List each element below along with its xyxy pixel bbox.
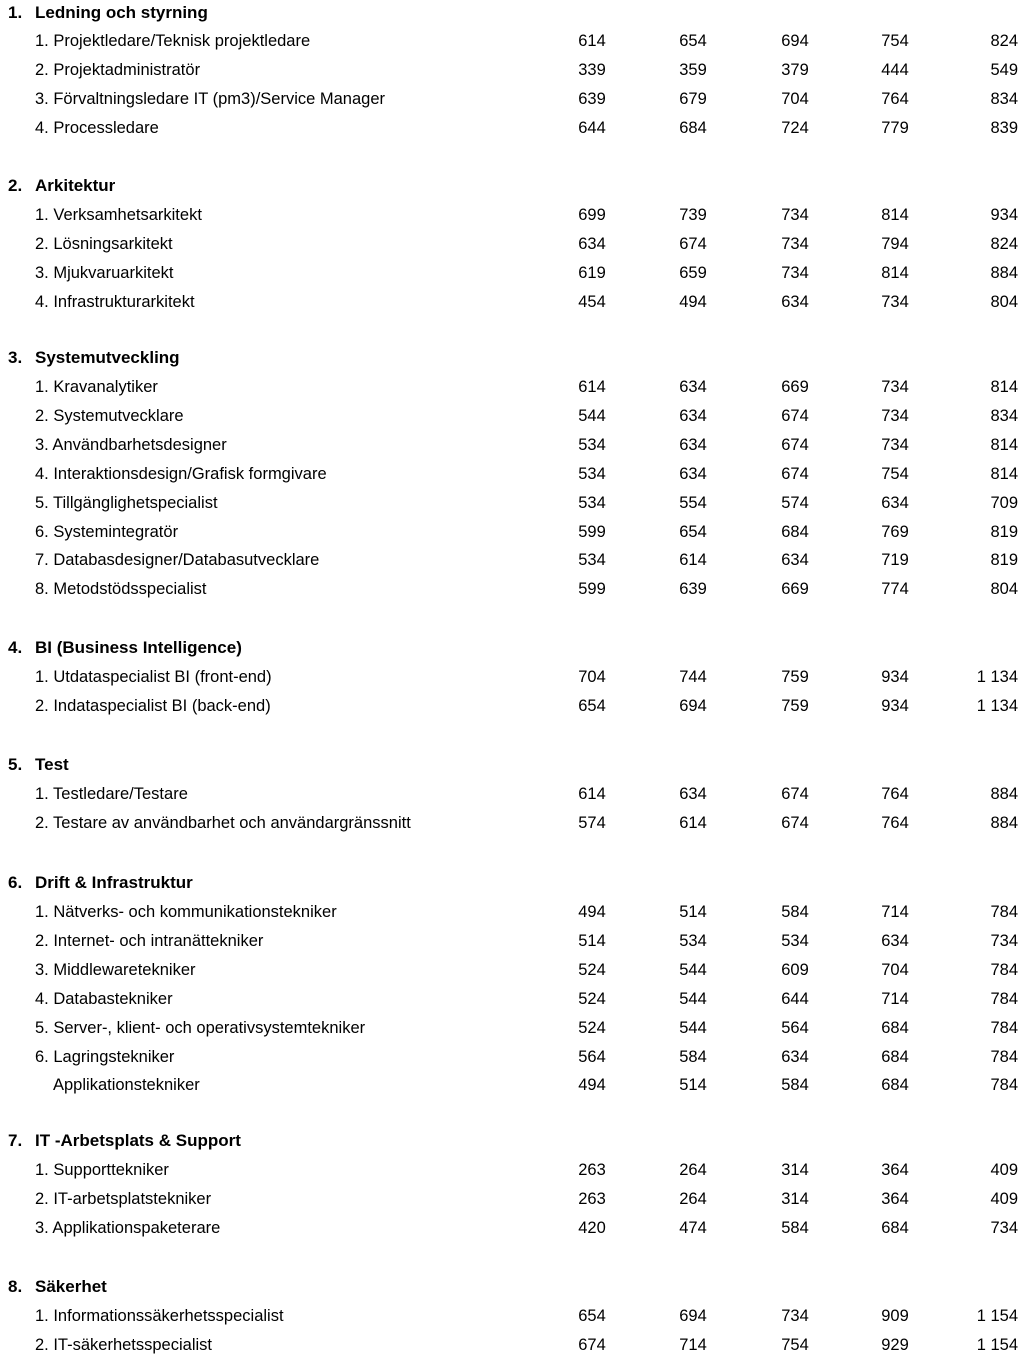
salary-value-col-3: 734 — [781, 264, 809, 282]
role-label: 3. Applikationspaketerare — [35, 1219, 221, 1237]
role-label: 2. Projektadministratör — [35, 61, 201, 79]
table-row — [0, 546, 1024, 574]
salary-value-col-2: 744 — [679, 668, 707, 686]
section-number: 1. — [8, 3, 23, 22]
salary-value-col-5: 814 — [990, 378, 1018, 396]
role-label: 4. Processledare — [35, 119, 159, 137]
salary-value-col-1: 494 — [578, 1076, 606, 1094]
salary-value-col-5: 784 — [990, 903, 1018, 921]
salary-value-col-5: 409 — [990, 1161, 1018, 1179]
salary-value-col-4: 774 — [881, 580, 909, 598]
table-row — [0, 1185, 1024, 1213]
salary-value-col-4: 719 — [881, 551, 909, 569]
salary-value-col-2: 494 — [679, 293, 707, 311]
table-row — [0, 985, 1024, 1013]
role-label: 2. Lösningsarkitekt — [35, 235, 173, 253]
section-title-text: BI (Business Intelligence) — [35, 638, 242, 657]
role-label: 1. Testledare/Testare — [35, 785, 188, 803]
salary-value-col-3: 584 — [781, 1076, 809, 1094]
salary-value-col-1: 614 — [578, 378, 606, 396]
salary-value-col-4: 934 — [881, 668, 909, 686]
salary-value-col-5: 709 — [990, 494, 1018, 512]
salary-value-col-4: 734 — [881, 436, 909, 454]
salary-value-col-5: 804 — [990, 580, 1018, 598]
table-row — [0, 956, 1024, 984]
salary-value-col-5: 784 — [990, 1019, 1018, 1037]
salary-value-col-5: 834 — [990, 407, 1018, 425]
salary-value-col-4: 684 — [881, 1048, 909, 1066]
table-row — [0, 518, 1024, 546]
salary-value-col-4: 714 — [881, 903, 909, 921]
salary-value-col-4: 684 — [881, 1219, 909, 1237]
salary-value-col-3: 584 — [781, 903, 809, 921]
salary-value-col-4: 734 — [881, 293, 909, 311]
role-label: 1. Kravanalytiker — [35, 378, 158, 396]
salary-value-col-2: 544 — [679, 990, 707, 1008]
salary-value-col-1: 524 — [578, 1019, 606, 1037]
salary-value-col-5: 834 — [990, 90, 1018, 108]
table-row — [0, 1043, 1024, 1071]
salary-value-col-4: 794 — [881, 235, 909, 253]
salary-value-col-2: 654 — [679, 32, 707, 50]
salary-value-col-1: 654 — [578, 697, 606, 715]
section-title-text: Test — [35, 755, 69, 774]
section-title — [8, 1275, 107, 1299]
table-row — [0, 114, 1024, 142]
salary-value-col-4: 364 — [881, 1161, 909, 1179]
table-row — [0, 575, 1024, 603]
salary-value-col-1: 420 — [578, 1219, 606, 1237]
section-number: 5. — [8, 755, 23, 774]
salary-value-col-3: 314 — [781, 1190, 809, 1208]
salary-value-col-5: 814 — [990, 465, 1018, 483]
section-title — [8, 346, 180, 370]
table-row — [0, 288, 1024, 316]
salary-value-col-3: 584 — [781, 1219, 809, 1237]
table-row — [0, 201, 1024, 229]
section-title-text: Systemutveckling — [35, 348, 180, 367]
salary-value-col-3: 379 — [781, 61, 809, 79]
salary-value-col-3: 674 — [781, 814, 809, 832]
salary-value-col-1: 564 — [578, 1048, 606, 1066]
table-row — [0, 460, 1024, 488]
table-row — [0, 692, 1024, 720]
salary-value-col-4: 444 — [881, 61, 909, 79]
salary-value-col-4: 684 — [881, 1076, 909, 1094]
salary-value-col-4: 364 — [881, 1190, 909, 1208]
table-row — [0, 1302, 1024, 1330]
salary-value-col-3: 674 — [781, 785, 809, 803]
salary-value-col-4: 734 — [881, 407, 909, 425]
salary-value-col-4: 734 — [881, 378, 909, 396]
section-title-text: Arkitektur — [35, 176, 116, 195]
salary-value-col-4: 754 — [881, 32, 909, 50]
table-row — [0, 56, 1024, 84]
salary-value-col-2: 544 — [679, 961, 707, 979]
salary-value-col-2: 679 — [679, 90, 707, 108]
salary-value-col-1: 574 — [578, 814, 606, 832]
role-label: 3. Förvaltningsledare IT (pm3)/Service Manager — [35, 90, 386, 108]
salary-value-col-4: 714 — [881, 990, 909, 1008]
salary-value-col-2: 739 — [679, 206, 707, 224]
section-title-text: Drift & Infrastruktur — [35, 873, 193, 892]
salary-value-col-2: 694 — [679, 697, 707, 715]
salary-value-col-5: 784 — [990, 1076, 1018, 1094]
salary-value-col-1: 263 — [578, 1161, 606, 1179]
salary-value-col-3: 669 — [781, 378, 809, 396]
salary-value-col-1: 619 — [578, 264, 606, 282]
table-row — [0, 431, 1024, 459]
role-label: 3. Användbarhetsdesigner — [35, 436, 227, 454]
salary-value-col-1: 524 — [578, 961, 606, 979]
table-row — [0, 1071, 1024, 1099]
salary-value-col-1: 654 — [578, 1307, 606, 1325]
salary-value-col-2: 634 — [679, 785, 707, 803]
role-label: 1. Nätverks- och kommunikationstekniker — [35, 903, 337, 921]
salary-value-col-3: 634 — [781, 1048, 809, 1066]
salary-value-col-2: 639 — [679, 580, 707, 598]
role-label: 2. Systemutvecklare — [35, 407, 184, 425]
role-label: Applikationstekniker — [53, 1076, 200, 1094]
salary-value-col-5: 884 — [990, 785, 1018, 803]
role-label: 5. Server-, klient- och operativsystemtekniker — [35, 1019, 366, 1037]
salary-value-col-2: 684 — [679, 119, 707, 137]
salary-value-col-2: 614 — [679, 551, 707, 569]
section-number: 6. — [8, 873, 23, 892]
salary-value-col-5: 819 — [990, 551, 1018, 569]
role-label: 1. Projektledare/Teknisk projektledare — [35, 32, 311, 50]
salary-value-col-5: 884 — [990, 264, 1018, 282]
salary-value-col-4: 779 — [881, 119, 909, 137]
table-row — [0, 85, 1024, 113]
role-label: 2. IT-säkerhetsspecialist — [35, 1336, 212, 1354]
salary-value-col-2: 634 — [679, 378, 707, 396]
salary-value-col-1: 454 — [578, 293, 606, 311]
salary-value-col-2: 264 — [679, 1161, 707, 1179]
salary-value-col-2: 514 — [679, 1076, 707, 1094]
table-row — [0, 373, 1024, 401]
role-label: 2. IT-arbetsplatstekniker — [35, 1190, 212, 1208]
role-label: 6. Lagringstekniker — [35, 1048, 175, 1066]
salary-value-col-1: 534 — [578, 436, 606, 454]
salary-value-col-3: 694 — [781, 32, 809, 50]
salary-value-col-4: 704 — [881, 961, 909, 979]
table-row — [0, 230, 1024, 258]
role-label: 8. Metodstödsspecialist — [35, 580, 207, 598]
section-number: 3. — [8, 348, 23, 367]
table-row — [0, 402, 1024, 430]
salary-value-col-5: 804 — [990, 293, 1018, 311]
salary-value-col-1: 634 — [578, 235, 606, 253]
role-label: 3. Middlewaretekniker — [35, 961, 196, 979]
salary-value-col-4: 909 — [881, 1307, 909, 1325]
role-label: 1. Utdataspecialist BI (front-end) — [35, 668, 272, 686]
role-label: 4. Infrastrukturarkitekt — [35, 293, 195, 311]
section-title — [8, 871, 193, 895]
salary-value-col-3: 574 — [781, 494, 809, 512]
salary-value-col-2: 544 — [679, 1019, 707, 1037]
table-row — [0, 27, 1024, 55]
table-row — [0, 1331, 1024, 1359]
table-row — [0, 663, 1024, 691]
salary-value-col-3: 534 — [781, 932, 809, 950]
salary-value-col-3: 734 — [781, 235, 809, 253]
section-number: 8. — [8, 1277, 23, 1296]
salary-value-col-5: 1 134 — [976, 668, 1018, 686]
salary-value-col-3: 314 — [781, 1161, 809, 1179]
section-number: 2. — [8, 176, 23, 195]
salary-value-col-5: 824 — [990, 32, 1018, 50]
salary-value-col-4: 634 — [881, 932, 909, 950]
section-title-text: IT -Arbetsplats & Support — [35, 1131, 241, 1150]
salary-value-col-1: 534 — [578, 465, 606, 483]
salary-value-col-2: 674 — [679, 235, 707, 253]
role-label: 4. Databastekniker — [35, 990, 173, 1008]
salary-value-col-5: 784 — [990, 990, 1018, 1008]
table-row — [0, 809, 1024, 837]
salary-value-col-5: 1 154 — [976, 1336, 1018, 1354]
role-label: 3. Mjukvaruarkitekt — [35, 264, 174, 282]
salary-value-col-5: 784 — [990, 961, 1018, 979]
role-label: 4. Interaktionsdesign/Grafisk formgivare — [35, 465, 327, 483]
salary-value-col-1: 599 — [578, 580, 606, 598]
salary-value-col-3: 734 — [781, 206, 809, 224]
salary-value-col-3: 609 — [781, 961, 809, 979]
salary-value-col-1: 534 — [578, 551, 606, 569]
role-label: 2. Internet- och intranättekniker — [35, 932, 264, 950]
salary-value-col-3: 644 — [781, 990, 809, 1008]
salary-value-col-5: 819 — [990, 523, 1018, 541]
salary-value-col-5: 1 154 — [976, 1307, 1018, 1325]
salary-value-col-1: 614 — [578, 785, 606, 803]
table-row — [0, 927, 1024, 955]
salary-value-col-4: 934 — [881, 697, 909, 715]
salary-value-col-5: 549 — [990, 61, 1018, 79]
salary-value-col-5: 1 134 — [976, 697, 1018, 715]
salary-value-col-2: 534 — [679, 932, 707, 950]
section-title — [8, 753, 69, 777]
salary-value-col-3: 669 — [781, 580, 809, 598]
salary-value-col-3: 734 — [781, 1307, 809, 1325]
salary-value-col-1: 263 — [578, 1190, 606, 1208]
salary-value-col-1: 534 — [578, 494, 606, 512]
role-label: 1. Informationssäkerhetsspecialist — [35, 1307, 284, 1325]
role-label: 2. Indataspecialist BI (back-end) — [35, 697, 271, 715]
salary-value-col-4: 929 — [881, 1336, 909, 1354]
salary-value-col-1: 514 — [578, 932, 606, 950]
salary-value-col-1: 704 — [578, 668, 606, 686]
salary-value-col-2: 694 — [679, 1307, 707, 1325]
table-row — [0, 259, 1024, 287]
role-label: 2. Testare av användbarhet och användargränssnitt — [35, 814, 411, 832]
table-row — [0, 1214, 1024, 1242]
salary-value-col-2: 614 — [679, 814, 707, 832]
salary-value-col-1: 524 — [578, 990, 606, 1008]
salary-value-col-3: 759 — [781, 697, 809, 715]
salary-value-col-4: 764 — [881, 785, 909, 803]
role-label: 7. Databasdesigner/Databasutvecklare — [35, 551, 320, 569]
section-title — [8, 1129, 241, 1153]
salary-value-col-4: 634 — [881, 494, 909, 512]
salary-value-col-5: 824 — [990, 235, 1018, 253]
salary-value-col-3: 564 — [781, 1019, 809, 1037]
salary-value-col-2: 634 — [679, 436, 707, 454]
salary-value-col-2: 584 — [679, 1048, 707, 1066]
section-title — [8, 1, 208, 25]
table-row — [0, 898, 1024, 926]
salary-value-col-1: 544 — [578, 407, 606, 425]
salary-value-col-3: 634 — [781, 293, 809, 311]
salary-value-col-3: 754 — [781, 1336, 809, 1354]
salary-value-col-1: 339 — [578, 61, 606, 79]
role-label: 5. Tillgänglighetspecialist — [35, 494, 218, 512]
salary-value-col-4: 754 — [881, 465, 909, 483]
salary-value-col-2: 634 — [679, 407, 707, 425]
salary-value-col-2: 634 — [679, 465, 707, 483]
salary-value-col-3: 634 — [781, 551, 809, 569]
salary-value-col-5: 839 — [990, 119, 1018, 137]
section-number: 7. — [8, 1131, 23, 1150]
salary-value-col-2: 514 — [679, 903, 707, 921]
salary-value-col-3: 704 — [781, 90, 809, 108]
role-label: 1. Verksamhetsarkitekt — [35, 206, 202, 224]
table-row — [0, 1014, 1024, 1042]
salary-value-col-1: 494 — [578, 903, 606, 921]
salary-value-col-1: 639 — [578, 90, 606, 108]
salary-value-col-5: 884 — [990, 814, 1018, 832]
salary-value-col-5: 734 — [990, 932, 1018, 950]
salary-value-col-4: 684 — [881, 1019, 909, 1037]
section-title — [8, 636, 242, 660]
salary-value-col-4: 814 — [881, 264, 909, 282]
salary-value-col-4: 769 — [881, 523, 909, 541]
salary-value-col-4: 764 — [881, 814, 909, 832]
salary-value-col-2: 659 — [679, 264, 707, 282]
section-number: 4. — [8, 638, 23, 657]
salary-value-col-3: 759 — [781, 668, 809, 686]
table-row — [0, 489, 1024, 517]
salary-value-col-1: 614 — [578, 32, 606, 50]
role-label: 6. Systemintegratör — [35, 523, 179, 541]
section-title — [8, 174, 115, 198]
salary-value-col-2: 554 — [679, 494, 707, 512]
salary-value-col-5: 784 — [990, 1048, 1018, 1066]
salary-value-col-3: 674 — [781, 407, 809, 425]
salary-value-col-5: 734 — [990, 1219, 1018, 1237]
section-title-text: Ledning och styrning — [35, 3, 208, 22]
salary-value-col-1: 674 — [578, 1336, 606, 1354]
salary-value-col-4: 764 — [881, 90, 909, 108]
table-row — [0, 780, 1024, 808]
salary-value-col-5: 814 — [990, 436, 1018, 454]
salary-value-col-2: 359 — [679, 61, 707, 79]
role-label: 1. Supporttekniker — [35, 1161, 169, 1179]
salary-value-col-5: 934 — [990, 206, 1018, 224]
table-row — [0, 1156, 1024, 1184]
salary-value-col-3: 724 — [781, 119, 809, 137]
salary-value-col-5: 409 — [990, 1190, 1018, 1208]
salary-value-col-1: 599 — [578, 523, 606, 541]
salary-value-col-2: 264 — [679, 1190, 707, 1208]
section-title-text: Säkerhet — [35, 1277, 107, 1296]
salary-value-col-4: 814 — [881, 206, 909, 224]
salary-value-col-2: 714 — [679, 1336, 707, 1354]
salary-value-col-3: 684 — [781, 523, 809, 541]
salary-value-col-3: 674 — [781, 436, 809, 454]
salary-value-col-1: 699 — [578, 206, 606, 224]
salary-value-col-2: 474 — [679, 1219, 707, 1237]
salary-value-col-1: 644 — [578, 119, 606, 137]
salary-value-col-2: 654 — [679, 523, 707, 541]
salary-value-col-3: 674 — [781, 465, 809, 483]
